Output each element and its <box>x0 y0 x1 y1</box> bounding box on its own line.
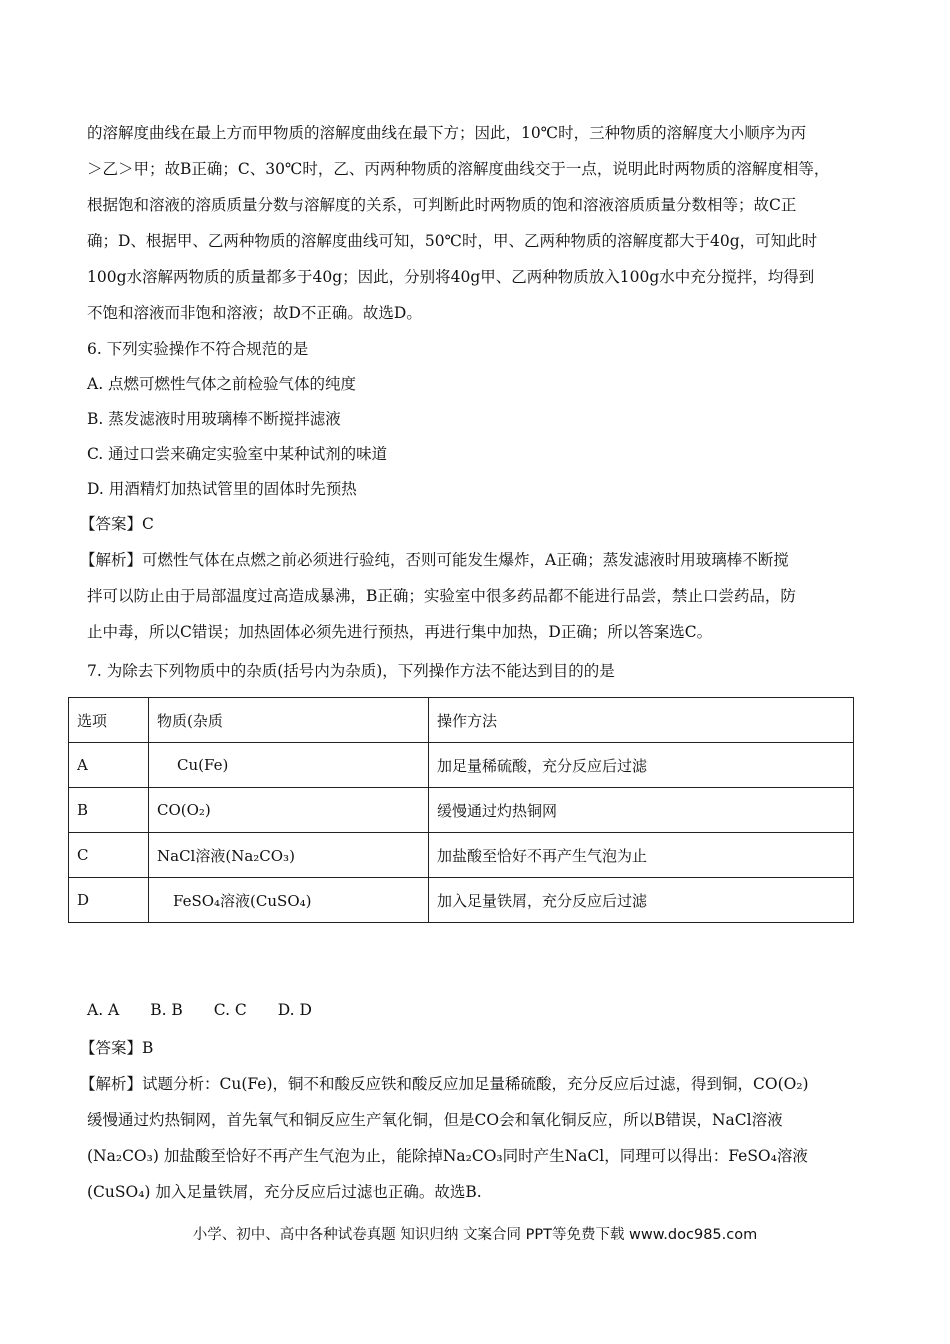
question-6-option-a: A. 点燃可燃性气体之前检验气体的纯度 <box>87 375 357 393</box>
table-cell: Cu(Fe) <box>149 743 429 788</box>
question-6-option-d: D. 用酒精灯加热试管里的固体时先预热 <box>87 480 357 498</box>
table-row <box>69 743 854 788</box>
paragraph-line: 根据饱和溶液的溶质质量分数与溶解度的关系，可判断此时两物质的饱和溶液溶质质量分数相等；故C正 <box>87 196 797 214</box>
question-7-text: 7. 为除去下列物质中的杂质(括号内为杂质)，下列操作方法不能达到目的的是 <box>87 662 615 680</box>
question-6-analysis-line: 止中毒，所以C错误；加热固体必须先进行预热，再进行集中加热，D正确；所以答案选C。 <box>87 623 713 641</box>
question-7-analysis-line: 缓慢通过灼热铜网，首先氧气和铜反应生产氧化铜，但是CO会和氧化铜反应，所以B错误，NaCl溶液 <box>87 1111 783 1129</box>
question-6-analysis-line: 【解析】可燃性气体在点燃之前必须进行验纯，否则可能发生爆炸，A正确；蒸发滤液时用玻璃棒不断搅 <box>80 551 789 569</box>
table-header-row <box>69 698 854 743</box>
paragraph-line: 确；D、根据甲、乙两种物质的溶解度曲线可知，50℃时，甲、乙两种物质的溶解度都大于40g，可知此时 <box>87 232 818 250</box>
choice-a: A. A <box>87 1001 120 1019</box>
table-cell: NaCl溶液(Na₂CO₃) <box>149 833 429 878</box>
question-7-analysis-line: (CuSO₄) 加入足量铁屑，充分反应后过滤也正确。故选B. <box>87 1183 482 1201</box>
question-6-option-c: C. 通过口尝来确定实验室中某种试剂的味道 <box>87 445 388 463</box>
question-7-analysis-line: (Na₂CO₃) 加盐酸至恰好不再产生气泡为止，能除掉Na₂CO₃同时产生NaCl，同理可以得出：FeSO₄溶液 <box>87 1147 808 1165</box>
table-cell: B <box>69 788 149 833</box>
question-7-choices <box>87 1001 338 1019</box>
paragraph-line: 的溶解度曲线在最上方而甲物质的溶解度曲线在最下方；因此，10℃时，三种物质的溶解度大小顺序为丙 <box>87 124 807 142</box>
table-cell: CO(O₂) <box>149 788 429 833</box>
table-row <box>69 833 854 878</box>
table-cell: C <box>69 833 149 878</box>
choice-b: B. B <box>150 1001 183 1019</box>
table-cell: A <box>69 743 149 788</box>
table-row <box>69 878 854 923</box>
paragraph-line: ＞乙＞甲；故B正确；C、30℃时，乙、丙两种物质的溶解度曲线交于一点，说明此时两物质的溶解度相等， <box>87 160 830 178</box>
table-row <box>69 788 854 833</box>
table-cell: 加足量稀硫酸，充分反应后过滤 <box>429 743 854 788</box>
table-header-cell: 操作方法 <box>429 698 854 743</box>
table-cell: FeSO₄溶液(CuSO₄) <box>149 878 429 923</box>
paragraph-line: 100g水溶解两物质的质量都多于40g；因此，分别将40g甲、乙两种物质放入100g水中充分搅拌，均得到 <box>87 268 815 286</box>
question-7-analysis-line: 【解析】试题分析：Cu(Fe)，铜不和酸反应铁和酸反应加足量稀硫酸，充分反应后过滤，得到铜，CO(O₂) <box>80 1075 809 1093</box>
page-footer: 小学、初中、高中各种试卷真题 知识归纳 文案合同 PPT等免费下载 www.doc985.com <box>192 1227 758 1243</box>
options-table <box>68 697 854 923</box>
question-6-text: 6. 下列实验操作不符合规范的是 <box>87 340 309 358</box>
question-6-analysis-line: 拌可以防止由于局部温度过高造成暴沸，B正确；实验室中很多药品都不能进行品尝，禁止口尝药品，防 <box>87 587 796 605</box>
choice-c: C. C <box>213 1001 247 1019</box>
choice-d: D. D <box>277 1001 312 1019</box>
table-cell: 加入足量铁屑，充分反应后过滤 <box>429 878 854 923</box>
table-header-cell: 选项 <box>69 698 149 743</box>
question-7-answer: 【答案】B <box>80 1039 154 1057</box>
question-6-option-b: B. 蒸发滤液时用玻璃棒不断搅拌滤液 <box>87 410 341 428</box>
question-6-answer: 【答案】C <box>80 515 154 533</box>
table-header-cell: 物质(杂质 <box>149 698 429 743</box>
table-cell: 缓慢通过灼热铜网 <box>429 788 854 833</box>
table-cell: 加盐酸至恰好不再产生气泡为止 <box>429 833 854 878</box>
paragraph-line: 不饱和溶液而非饱和溶液；故D不正确。故选D。 <box>87 304 422 322</box>
table-cell: D <box>69 878 149 923</box>
